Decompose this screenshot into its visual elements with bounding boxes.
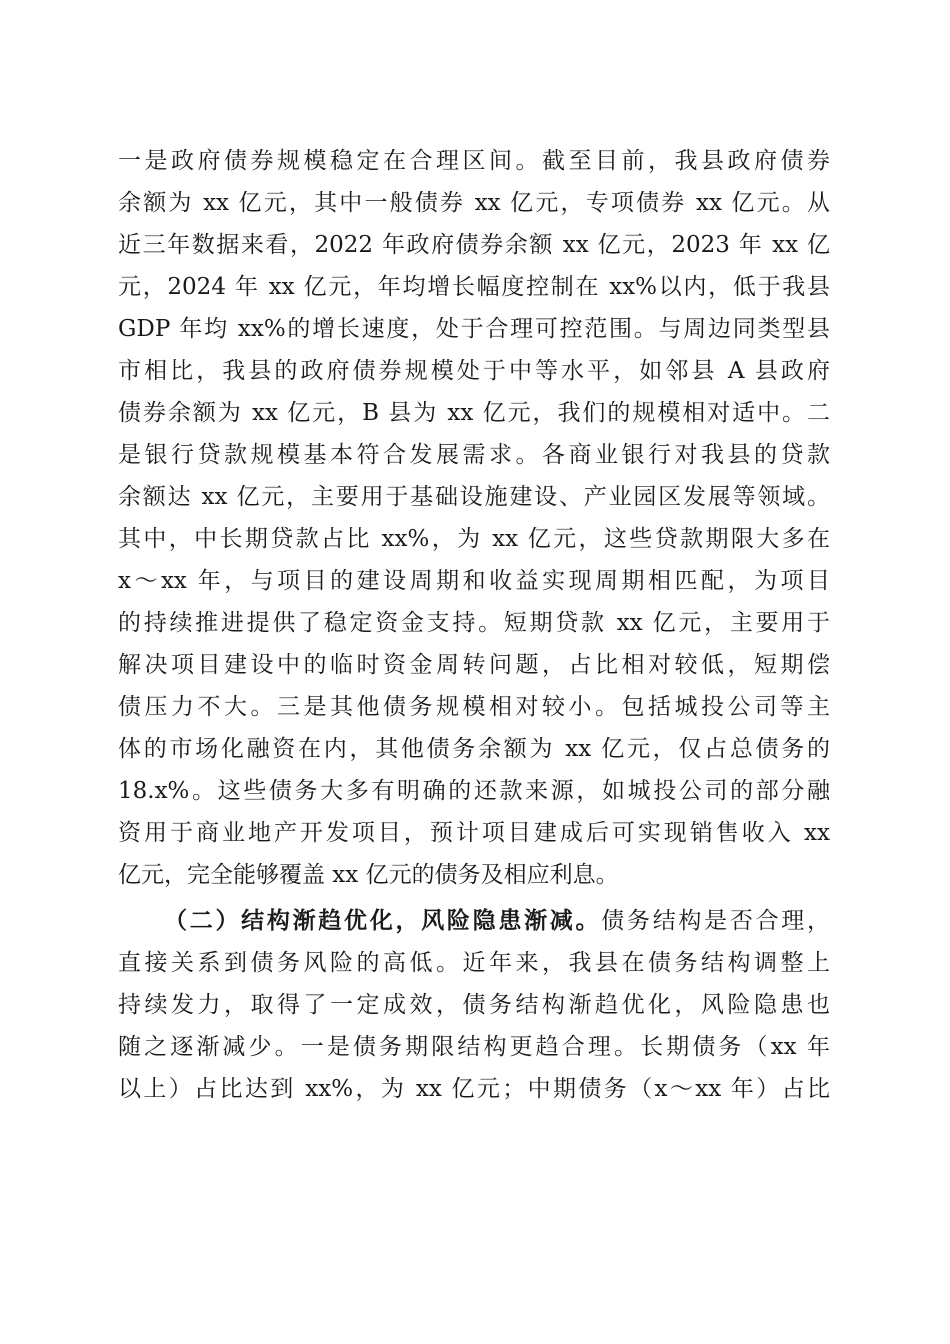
text-line: x～xx 年，与项目的建设周期和收益实现周期相匹配，为项目 bbox=[118, 568, 830, 594]
body-text bbox=[118, 140, 830, 1110]
text-line: 随之逐渐减少。一是债务期限结构更趋合理。长期债务（xx 年 bbox=[118, 1034, 830, 1060]
text-line: 资用于商业地产开发项目，预计项目建成后可实现销售收入 xx bbox=[118, 820, 830, 846]
text-line: 债券余额为 xx 亿元，B 县为 xx 亿元，我们的规模相对适中。二 bbox=[118, 400, 830, 426]
text-line: 市相比，我县的政府债券规模处于中等水平，如邻县 A 县政府 bbox=[118, 358, 830, 384]
text-line: 亿元，完全能够覆盖 xx 亿元的债务及相应利息。 bbox=[118, 862, 619, 888]
text-line: 18.x%。这些债务大多有明确的还款来源，如城投公司的部分融 bbox=[118, 778, 830, 804]
text-line: 是银行贷款规模基本符合发展需求。各商业银行对我县的贷款 bbox=[118, 442, 830, 468]
text-span: 债务结构是否合理， bbox=[601, 908, 830, 934]
text-line: 近三年数据来看，2022 年政府债券余额 xx 亿元，2023 年 xx 亿 bbox=[118, 232, 830, 258]
text-line: 余额达 xx 亿元，主要用于基础设施建设、产业园区发展等领域。 bbox=[118, 484, 830, 510]
text-line: 直接关系到债务风险的高低。近年来，我县在债务结构调整上 bbox=[118, 950, 830, 976]
text-line: 其中，中长期贷款占比 xx%，为 xx 亿元，这些贷款期限大多在 bbox=[118, 526, 830, 552]
text-line: 债压力不大。三是其他债务规模相对较小。包括城投公司等主 bbox=[118, 694, 830, 720]
text-line: 体的市场化融资在内，其他债务余额为 xx 亿元，仅占总债务的 bbox=[118, 736, 830, 762]
section-heading: （二）结构渐趋优化，风险隐患渐减。 bbox=[164, 907, 602, 934]
text-line: 以上）占比达到 xx%，为 xx 亿元；中期债务（x～xx 年）占比 bbox=[118, 1076, 830, 1102]
text-line: 的持续推进提供了稳定资金支持。短期贷款 xx 亿元，主要用于 bbox=[118, 610, 830, 636]
text-line: 持续发力，取得了一定成效，债务结构渐趋优化，风险隐患也 bbox=[118, 992, 830, 1018]
section-heading-line bbox=[118, 900, 830, 942]
text-line: 解决项目建设中的临时资金周转问题，占比相对较低，短期偿 bbox=[118, 652, 830, 678]
text-line: 元，2024 年 xx 亿元，年均增长幅度控制在 xx%以内，低于我县 bbox=[118, 274, 830, 300]
text-line: 一是政府债券规模稳定在合理区间。截至目前，我县政府债券 bbox=[118, 148, 830, 174]
text-line: GDP 年均 xx%的增长速度，处于合理可控范围。与周边同类型县 bbox=[118, 316, 830, 342]
text-line: 余额为 xx 亿元，其中一般债券 xx 亿元，专项债券 xx 亿元。从 bbox=[118, 190, 830, 216]
